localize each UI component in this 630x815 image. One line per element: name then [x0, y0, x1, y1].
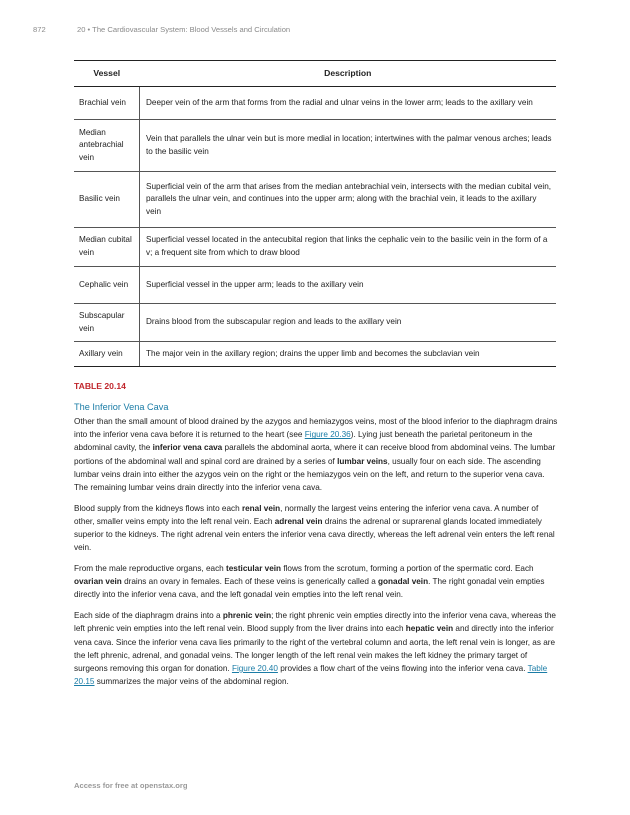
section-heading: The Inferior Vena Cava: [74, 402, 169, 412]
text-run: and directly into the inferior vena cava. Since the inferior vena cava lies primarily to the right of the vertebral column and aorta, the left renal vein is longer, as are the left phrenic, adrenal, and gonadal veins. The longer length of the left renal vein makes the left kidney the primary target of surgeons removing this organ for donation.: [74, 624, 556, 673]
key-term: adrenal vein: [274, 516, 323, 526]
vessel-cell: Basilic vein: [74, 172, 140, 228]
text-run: , usually four on each side. The ascending lumbar veins drain into either the azygos vein on the right or the hemiazygos vein on the left, and return to the superior vena cava. The remaining lumbar veins drain directly into the inferior vena cava.: [74, 456, 545, 493]
key-term: testicular vein: [226, 564, 282, 574]
key-term: inferior vena cava: [152, 443, 223, 453]
key-term: ovarian vein: [74, 577, 122, 587]
table-row: [74, 172, 556, 228]
table-row: [74, 267, 556, 304]
text-run: drains the adrenal or suprarenal glands located immediately superior to the kidneys. The right adrenal vein enters the inferior vena cava directly, whereas the left adrenal vein enters the left renal vein.: [74, 516, 555, 553]
table-row: [74, 87, 556, 120]
description-cell: Deeper vein of the arm that forms from the radial and ulnar veins in the lower arm; leads to the axillary vein: [140, 87, 557, 120]
cross-reference-link[interactable]: Figure 20.36: [304, 430, 351, 440]
table-row: [74, 228, 556, 267]
table-header-row: [74, 61, 556, 87]
column-header-description: Description: [140, 61, 557, 87]
paragraph: [74, 562, 558, 602]
text-run: Each side of the diaphragm drains into a: [74, 611, 223, 621]
text-run: From the male reproductive organs, each: [74, 564, 226, 574]
vessel-cell: Median antebrachial vein: [74, 120, 140, 172]
table-row: [74, 342, 556, 367]
running-header: [33, 25, 590, 34]
text-run: Other than the small amount of blood drained by the azygos and hemiazygos veins, most of the blood inferior to the diaphragm drains into the inferior vena cava before it is returned to the heart (see: [74, 417, 558, 440]
description-cell: Vein that parallels the ulnar vein but is more medial in location; intertwines with the palmar venous arches; leads to the basilic vein: [140, 120, 557, 172]
description-cell: The major vein in the axillary region; drains the upper limb and becomes the subclavian vein: [140, 342, 557, 367]
section-body: [74, 415, 558, 696]
vessel-cell: Subscapular vein: [74, 304, 140, 342]
table-row: [74, 304, 556, 342]
running-title: 20 • The Cardiovascular System: Blood Vessels and Circulation: [77, 25, 291, 34]
text-run: summarizes the major veins of the abdominal region.: [94, 677, 289, 687]
description-cell: Superficial vessel located in the antecubital region that links the cephalic vein to the basilic vein in the form of a v; a frequent site from which to draw blood: [140, 228, 557, 267]
footer-note: Access for free at openstax.org: [74, 781, 188, 790]
vessel-cell: Cephalic vein: [74, 267, 140, 304]
text-run: parallels the abdominal aorta, where it can receive blood from abdominal veins. The lumbar portions of the abdominal wall and spinal cord are drained by a series of: [74, 443, 556, 466]
description-cell: Superficial vein of the arm that arises from the median antebrachial vein, intersects with the median cubital vein, parallels the ulnar vein, and continues into the upper arm; along with the brachial vein, it leads to the axillary vein: [140, 172, 557, 228]
text-run: ). Lying just beneath the parietal peritoneum in the abdominal cavity, the: [74, 430, 533, 453]
text-run: drains an ovary in females. Each of these veins is generically called a: [121, 577, 379, 587]
key-term: hepatic vein: [405, 624, 454, 634]
veins-table: [74, 60, 556, 367]
paragraph: [74, 502, 558, 555]
text-run: Blood supply from the kidneys flows into each: [74, 503, 242, 513]
table-row: [74, 120, 556, 172]
paragraph: [74, 609, 558, 688]
vessel-cell: Brachial vein: [74, 87, 140, 120]
text-run: ; the right phrenic vein empties directly into the inferior vena cava, whereas the left phrenic vein empties into the left renal vein. Blood supply from the liver drains into each: [74, 611, 556, 634]
table-caption: TABLE 20.14: [74, 381, 126, 391]
description-cell: Superficial vessel in the upper arm; leads to the axillary vein: [140, 267, 557, 304]
key-term: gonadal vein: [378, 577, 429, 587]
vessel-cell: Median cubital vein: [74, 228, 140, 267]
text-run: flows from the scrotum, forming a portion of the spermatic cord. Each: [281, 564, 534, 574]
text-run: , normally the largest veins entering the inferior vena cava. A number of other, smaller veins empty into the left renal vein. Each: [74, 503, 539, 526]
key-term: lumbar veins: [337, 456, 388, 466]
paragraph: [74, 415, 558, 494]
key-term: phrenic vein: [222, 611, 272, 621]
cross-reference-link[interactable]: Figure 20.40: [231, 663, 278, 673]
description-cell: Drains blood from the subscapular region and leads to the axillary vein: [140, 304, 557, 342]
key-term: renal vein: [241, 503, 281, 513]
column-header-vessel: Vessel: [74, 61, 140, 87]
cross-reference-link[interactable]: Table 20.15: [74, 663, 548, 687]
vessel-cell: Axillary vein: [74, 342, 140, 367]
page-number: 872: [33, 25, 46, 34]
text-run: . The right gonadal vein empties directly into the inferior vena cava, and the left gonadal vein empties into the left renal vein.: [74, 577, 545, 600]
text-run: provides a flow chart of the veins flowing into the inferior vena cava.: [277, 663, 528, 673]
